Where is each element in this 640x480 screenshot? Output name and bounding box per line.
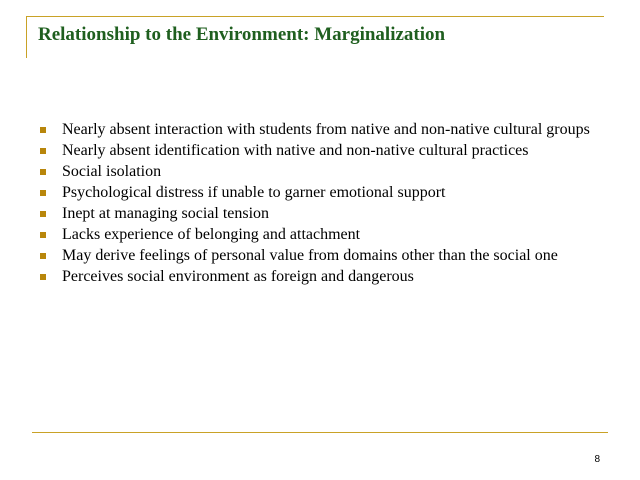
square-bullet-icon [40,148,46,154]
square-bullet-icon [40,211,46,217]
bullet-item [38,226,603,243]
bullet-item [38,205,603,222]
bullet-item [38,142,603,159]
square-bullet-icon [40,127,46,133]
bullet-text: Nearly absent interaction with students from native and non-native cultural groups [62,121,590,138]
bullet-text: Social isolation [62,163,162,180]
title-frame-top-border [26,16,604,17]
square-bullet-icon [40,190,46,196]
title-frame-left-border [26,16,27,58]
bullet-item [38,184,603,201]
bullet-text: Psychological distress if unable to garner emotional support [62,184,446,201]
square-bullet-icon [40,232,46,238]
bullet-item [38,121,603,138]
square-bullet-icon [40,253,46,259]
footer-divider [32,432,608,433]
bullet-item [38,163,603,180]
bullet-text: Inept at managing social tension [62,205,270,222]
bullet-text: Lacks experience of belonging and attachment [62,226,361,243]
bullet-text: May derive feelings of personal value from domains other than the social one [62,247,558,264]
bullet-text: Perceives social environment as foreign and dangerous [62,268,414,285]
bullet-item [38,268,603,285]
bullet-list [38,121,603,289]
square-bullet-icon [40,274,46,280]
square-bullet-icon [40,169,46,175]
bullet-item [38,247,603,264]
slide-title: Relationship to the Environment: Marginalization [38,24,446,45]
bullet-text: Nearly absent identification with native and non-native cultural practices [62,142,529,159]
page-number: 8 [594,454,600,465]
